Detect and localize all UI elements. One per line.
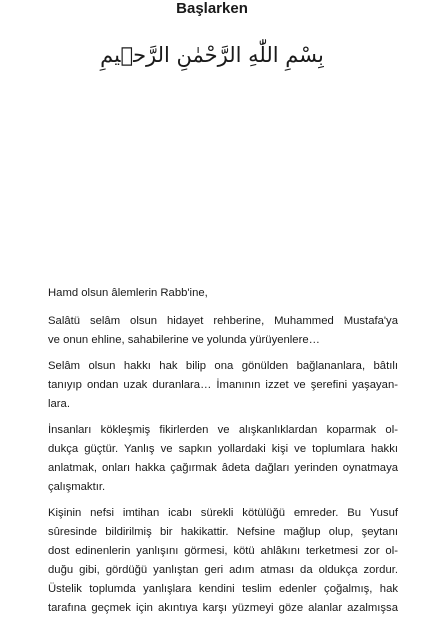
text-line: tarafına geçmek için akıntıya karşı yüzmeyi göze alanlar azalmışsa [48,602,398,614]
paragraph-3 [48,357,398,414]
paragraph-5 [48,504,398,618]
text-line: Üstelik toplumda yanlışlara kendini teslim edenler çoğalmış, hak [48,583,398,595]
text-line: lara. [48,398,70,410]
text-line: ve onun ehline, sahabilerine ve yolunda yürüyenlere… [48,334,320,346]
basmala-calligraphy: بِسْمِ اللّٰهِ الرَّحْمٰنِ الرَّح۪يمِ [100,43,324,67]
text-line: anlatmak, onları hakka çağırmak âdeta dağları yerinden oynatmaya [48,462,398,474]
text-line: sûresinde bildirilmiş bir hakikattir. Nefsine mağlup olup, şeytanı [48,526,398,538]
paragraph-1 [48,284,398,303]
text-line: Selâm olsun hakkı hak bilip ona gönülden bağlananlara, bâtılı [48,360,398,372]
text-line: Salâtü selâm olsun hidayet rehberine, Muhammed Mustafa'ya [48,315,398,327]
text-line: tanıyıp ondan uzak duranlara… İmanının izzet ve şerefini yaşayan- [48,379,398,391]
text-line: duğu gibi, gördüğü yanlıştan geri adım atması da oldukça zordur. [48,564,398,576]
paragraph-2 [48,312,398,350]
text-line: Kişinin nefsi imtihan icabı sürekli kötülüğü emreder. Bu Yusuf [48,507,398,519]
text-line: dukça güçtür. Yanlış ve sapkın yollardaki kişi ve toplumlara hakkı [48,443,398,455]
text-line: Hamd olsun âlemlerin Rabb'ine, [48,287,208,299]
body-text [48,284,398,625]
text-line: çalışmaktır. [48,481,106,493]
paragraph-4 [48,421,398,497]
text-line: dost edinenlerin yanlışını görmesi, kötü ahlâkını terketmesi zor ol- [48,545,398,557]
chapter-title: Başlarken [176,0,248,17]
text-line: İnsanları kökleşmiş fikirlerden ve alışkanlıklardan koparmak ol- [48,424,398,436]
